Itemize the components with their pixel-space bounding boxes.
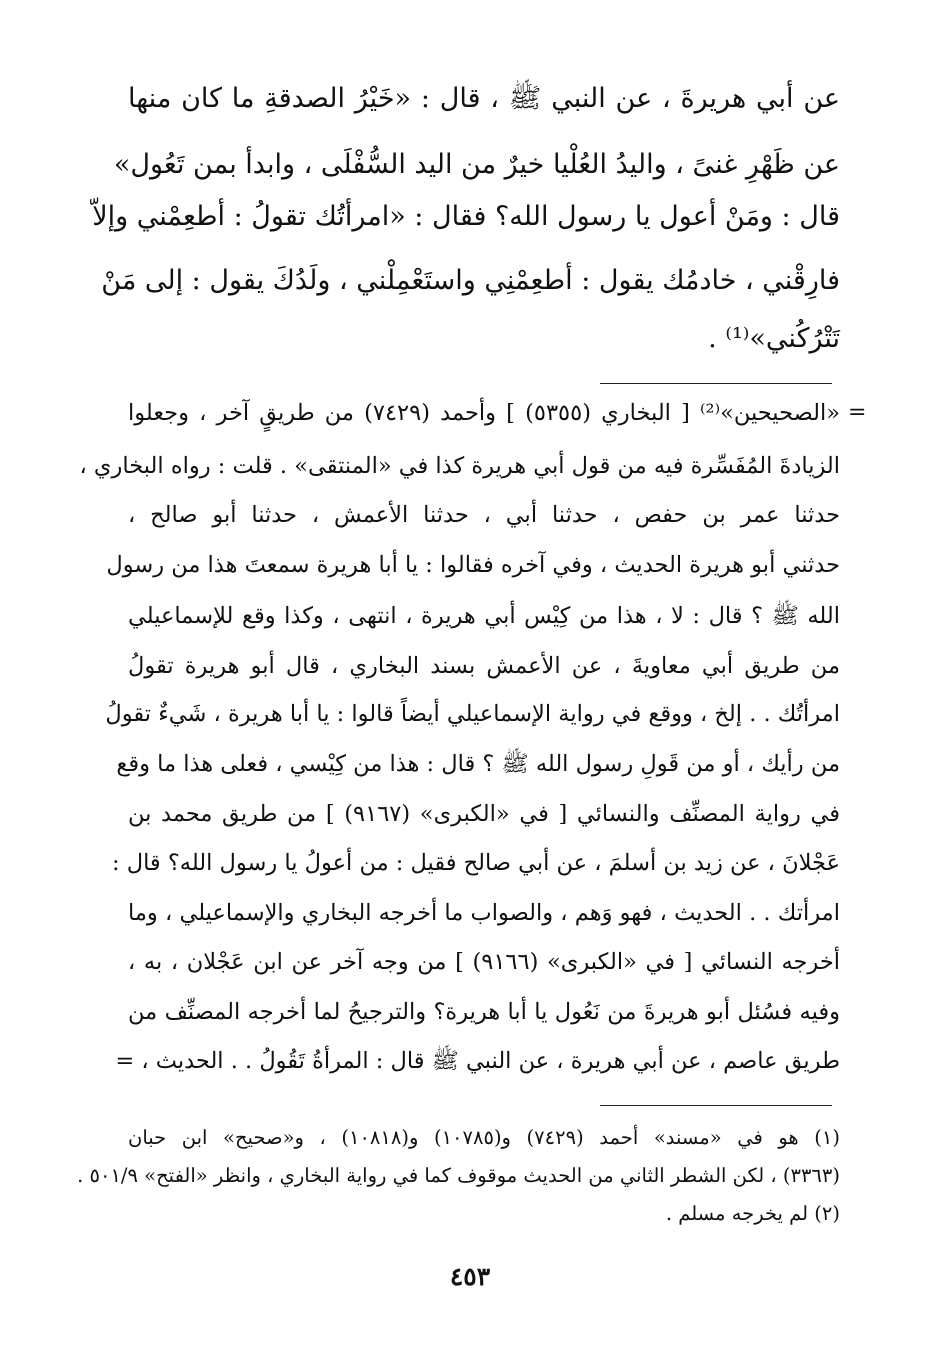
commentary-line: عَجْلانَ ، عن زيد بن أسلمَ ، عن أبي صالح فقيل : من أعولُ يا رسول الله؟ قال : [111, 850, 840, 876]
commentary-line: «الصحيحين»⁽²⁾ [ البخاري (٥٣٥٥) ] وأحمد (٧٤٢٩) من طريقٍ آخر ، وجعلوا [128, 400, 841, 426]
footnote-line: (٢) لم يخرجه مسلم . [665, 1202, 840, 1225]
commentary-line: امرأتُك . . إلخ ، ووقع في رواية الإسماعيلي أيضاً قالوا : يا أبا هريرة ، شَيءٌ تقولُ [105, 701, 840, 727]
commentary-line: من رأيك ، أو من قَولِ رسول الله ﷺ ؟ قال : هذا من كِيْسي ، فعلى هذا ما وقع [116, 751, 840, 777]
commentary-line: في رواية المصنِّف والنسائي [ في «الكبرى» (٩١٦٧) ] من طريق محمد بن [128, 801, 840, 827]
commentary-line: من طريق أبي معاويةَ ، عن الأعمش بسند البخاري ، قال أبو هريرة تقولُ [128, 653, 840, 679]
continuation-mark: = [848, 400, 867, 425]
main-text-line: تَتْرُكُني»⁽¹⁾ . [708, 323, 840, 354]
main-text-line: قال : ومَنْ أعول يا رسول الله؟ فقال : «امرأتُك تقولُ : أطعِمْني وإلاّ [92, 201, 840, 232]
commentary-line: امرأتك . . الحديث ، فهو وَهم ، والصواب ما أخرجه البخاري والإسماعيلي ، وما [128, 900, 840, 926]
footnote-line: (١) هو في «مسند» أحمد (٧٤٢٩) و(١٠٧٨٥) و(١٠٨١٨) ، و«صحيح» ابن حبان [128, 1126, 840, 1149]
commentary-line: طريق عاصم ، عن أبي هريرة ، عن النبي ﷺ قال : المرأةُ تَقُولُ . . الحديث ، = [115, 1048, 840, 1074]
footnote-separator [600, 1105, 832, 1106]
commentary-line: حدثنا عمر بن حفص ، حدثنا أبي ، حدثنا الأعمش ، حدثنا أبو صالح ، [128, 502, 840, 528]
commentary-line: وفيه فسُئل أبو هريرةَ من نَعُول يا أبا هريرة؟ والترجيحُ لما أخرجه المصنِّف من [128, 999, 840, 1025]
commentary-line: الزيادةَ المُفَسِّرة فيه من قول أبي هريرة كذا في «المنتقى» . قلت : رواه البخاري ، [79, 453, 840, 479]
main-text-line: فارِقْني ، خادمُك يقول : أطعِمْنِي واستَعْمِلْني ، ولَدُكَ يقول : إلى مَنْ [101, 265, 840, 296]
commentary-line: أخرجه النسائي [ في «الكبرى» (٩١٦٦) ] من وجه آخر عن ابن عَجْلان ، به ، [128, 949, 840, 975]
commentary-line: الله ﷺ ؟ قال : لا ، هذا من كِيْس أبي هريرة ، انتهى ، وكذا وقع للإسماعيلي [128, 603, 840, 629]
commentary-separator [600, 383, 832, 384]
main-text-line: عن ظَهْرِ غنىً ، واليدُ العُلْيا خيرٌ من اليد السُّفْلَى ، وابدأ بمن تَعُول» [113, 149, 840, 180]
commentary-line: حدثني أبو هريرة الحديث ، وفي آخره فقالوا : يا أبا هريرة سمعتَ هذا من رسول [106, 552, 840, 578]
footnote-line: (٣٣٦٣) ، لكن الشطر الثاني من الحديث موقوف كما في رواية البخاري ، وانظر «الفتح» ٥٠١/٩ . [77, 1164, 840, 1187]
main-text-line: عن أبي هريرةَ ، عن النبي ﷺ ، قال : «خَيْرُ الصدقةِ ما كان منها [128, 83, 840, 114]
page-number: ٤٥٣ [449, 1262, 491, 1291]
